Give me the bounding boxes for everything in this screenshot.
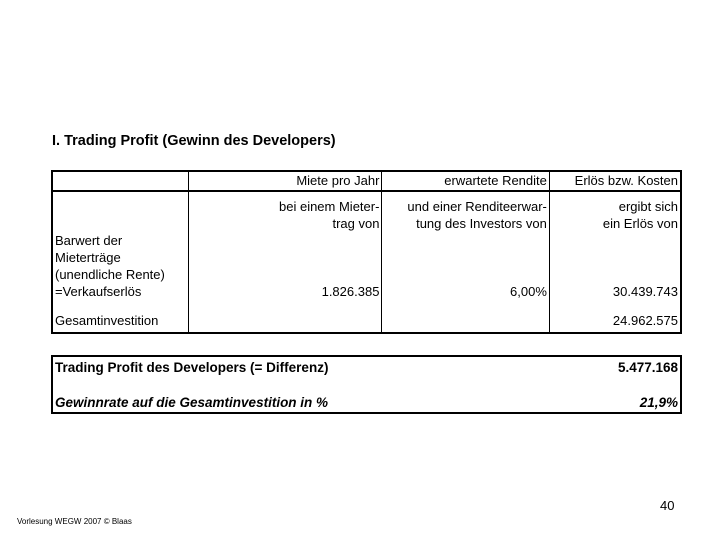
table-header-row [52,171,681,191]
header-erloes: Erlös bzw. Kosten [549,171,681,191]
desc-miete: bei einem Mieter- trag von [189,198,382,232]
gewinnrate-value: 21,9% [639,395,678,410]
value-rendite: 6,00% [382,232,549,300]
value-gesamtinvestition: 24.962.575 [549,312,681,333]
summary-row-gewinnrate [52,381,681,413]
header-empty [52,171,189,191]
calculation-table [51,170,682,334]
page-number: 40 [660,498,675,513]
header-miete: Miete pro Jahr [189,171,382,191]
value-miete: 1.826.385 [189,232,382,300]
description-row [52,198,681,232]
section-title: I. Trading Profit (Gewinn des Developers) [52,133,336,149]
value-verkaufserloes: 30.439.743 [549,232,681,300]
trading-profit-label: Trading Profit des Developers (= Differenz) [55,360,329,375]
trading-profit-value: 5.477.168 [617,360,678,375]
gewinnrate-label: Gewinnrate auf die Gesamtinvestition in % [55,395,329,410]
row-label-gesamtinvestition: Gesamtinvestition [55,313,159,328]
desc-rendite: und einer Renditeerwar- tung des Investors von [382,198,549,232]
summary-row-trading-profit [52,356,681,381]
desc-erloes: ergibt sich ein Erlös von [549,198,681,232]
table-row-gesamtinvestition [52,312,681,333]
row-label-verkaufserloes: Barwert der Mieterträge (unendliche Rente) =Verkaufserlös [55,233,165,299]
table-row-verkaufserloes [52,232,681,300]
header-rendite: erwartete Rendite [382,171,549,191]
summary-table [51,355,682,414]
footer-text: Vorlesung WEGW 2007 © Blaas [17,517,132,526]
